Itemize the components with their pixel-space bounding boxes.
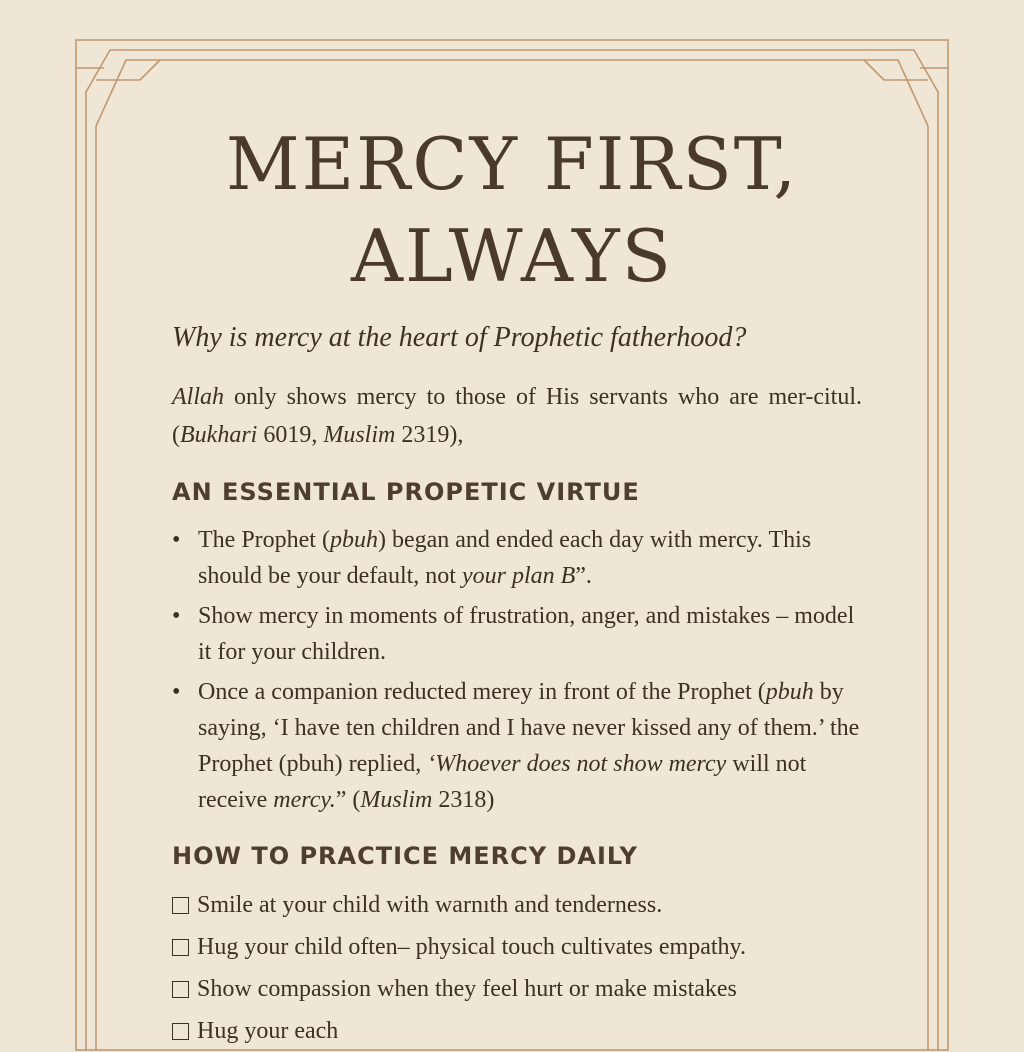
page-title — [120, 118, 904, 302]
checklist-item-label: Show compassion when they feel hurt or make mistakes — [197, 976, 737, 1002]
hadith-quote — [172, 378, 862, 454]
checkbox-icon[interactable] — [172, 897, 189, 914]
checklist-item[interactable] — [172, 968, 892, 1010]
bullet-3-quote: ‘Whoever does not show mercy — [427, 751, 727, 777]
quote-text-c: 2319), — [395, 422, 464, 448]
checkbox-icon[interactable] — [172, 981, 189, 998]
virtue-bullet-list — [172, 522, 872, 822]
title-line-1: MERCY FIRST, — [225, 122, 799, 206]
checklist-item-label: Smile at your child with warnıth and tenderness. — [197, 892, 663, 918]
practice-checklist — [172, 884, 892, 1052]
intro-question: Why is mercy at the heart of Prophetic fatherhood? — [172, 322, 747, 353]
checklist-item-label: Hug your child often– physical touch cultivates empathy. — [197, 934, 746, 960]
bullet-1-text-b: ) began and ended each day with mercy. This should be your default, not — [198, 527, 812, 589]
quote-muslim: Muslim — [323, 422, 396, 448]
bullet-3-mercy: mercy. — [273, 787, 336, 813]
bullet-3-muslim: Muslim — [360, 787, 433, 813]
bullet-icon: • — [172, 603, 181, 629]
bullet-3-text-c: will not receive — [198, 751, 807, 813]
section-heading-virtue: AN ESSENTIAL PROPETIC VIRTUE — [172, 478, 640, 506]
quote-bukhari: Bukhari — [180, 422, 258, 448]
section-heading-practice: HOW TO PRACTICE MERCY DAILY — [172, 842, 638, 870]
checkbox-icon[interactable] — [172, 939, 189, 956]
quote-text-b: 6019, — [257, 422, 324, 448]
checklist-item[interactable] — [172, 1010, 892, 1052]
bullet-1-text-c: ”. — [575, 563, 592, 589]
list-item — [172, 674, 872, 818]
bullet-3-pbuh: pbuh — [765, 679, 814, 705]
bullet-1-text-a: The Prophet ( — [198, 527, 330, 553]
bullet-icon: • — [172, 527, 181, 553]
list-item — [172, 598, 872, 670]
bullet-3-text-e: 2318) — [432, 787, 495, 813]
bullet-3-text-b: by saying, ‘I have ten children and I have never kissed any of them.’ the Prophet (pbuh) replied, — [198, 679, 860, 777]
bullet-2-text: Show mercy in moments of frustration, anger, and mistakes – model it for your children. — [198, 603, 855, 665]
checklist-item[interactable] — [172, 884, 892, 926]
checklist-item[interactable] — [172, 926, 892, 968]
bullet-3-text-d: ” ( — [335, 787, 361, 813]
bullet-1-plan: your plan B — [461, 563, 576, 589]
bullet-3-text-a: Once a companion reducted merey in front of the Prophet ( — [198, 679, 766, 705]
checklist-item-label: Hug your each — [197, 1018, 339, 1044]
bullet-icon: • — [172, 679, 181, 705]
bullet-1-pbuh: pbuh — [329, 527, 378, 553]
list-item — [172, 522, 872, 594]
quote-text-a: only shows mercy to those of His servants who are mer-citul. ( — [172, 384, 862, 448]
quote-allah: Allah — [172, 384, 224, 410]
title-line-2: ALWAYS — [351, 214, 673, 298]
checkbox-icon[interactable] — [172, 1023, 189, 1040]
